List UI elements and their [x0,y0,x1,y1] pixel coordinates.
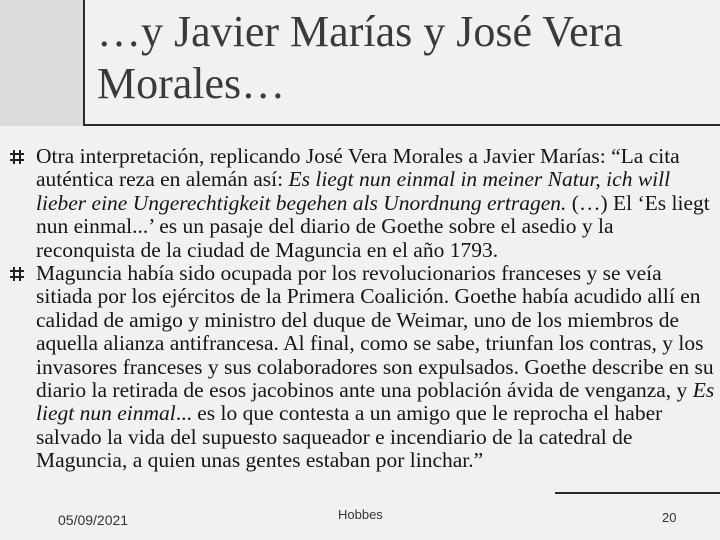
footer-date: 05/09/2021 [58,512,129,528]
title-accent-rule [83,0,85,126]
hash-bullet-icon [10,150,24,164]
footer-author: Hobbes [338,507,383,522]
footer-rule [555,492,720,494]
bullet-text-italic-quote: Es liegt nun einmal in meiner Natur, ich will lieber eine Ungerechtigkeit begehen als Unordnung ertragen. [36,167,671,215]
footer-page-box [555,492,720,540]
title-underline [83,124,720,126]
hash-bullet-icon [10,267,24,281]
slide-title: …y Javier Marías y José Vera Morales… [97,7,623,108]
bullet-item [10,145,715,262]
bullet-item [10,262,715,473]
slide-content [10,145,715,473]
bullet-text-plain: ... es lo que contesta a un amigo que le reprocha el haber salvado la vida del supuesto saqueador e incendiario de la catedral de Maguncia, a quien unas gentes estaban por linchar.” [36,401,663,473]
title-accent-bar [0,0,83,126]
bullet-text-italic-quote: Es liegt nun einmal [36,378,715,426]
bullet-text-plain: (…) El ‘Es liegt nun einmal...’ es un pasaje del diario de Goethe sobre el asedio y la reconquista de la ciudad de Maguncia en el año 1793. [36,190,710,262]
bullet-text-plain: Otra interpretación, replicando José Vera Morales a Javier Marías: “La cita auténtica reza en alemán así: [36,144,680,192]
bullet-text-plain: Maguncia había sido ocupada por los revolucionarios franceses y se veía sitiada por los ejércitos de la Primera Coalición. Goethe había acudido allí en calidad de amigo y ministro del duque de Weimar, uno de los miembros de aquella alianza antifrancesa. Al final, como se sabe, triunfan los contras, y los invasores franceses y sus colaboradores son expulsados. Goethe describe en su diario la retirada de esos jacobinos ante una población ávida de venganza, y [36,261,714,403]
page-number: 20 [662,510,677,525]
